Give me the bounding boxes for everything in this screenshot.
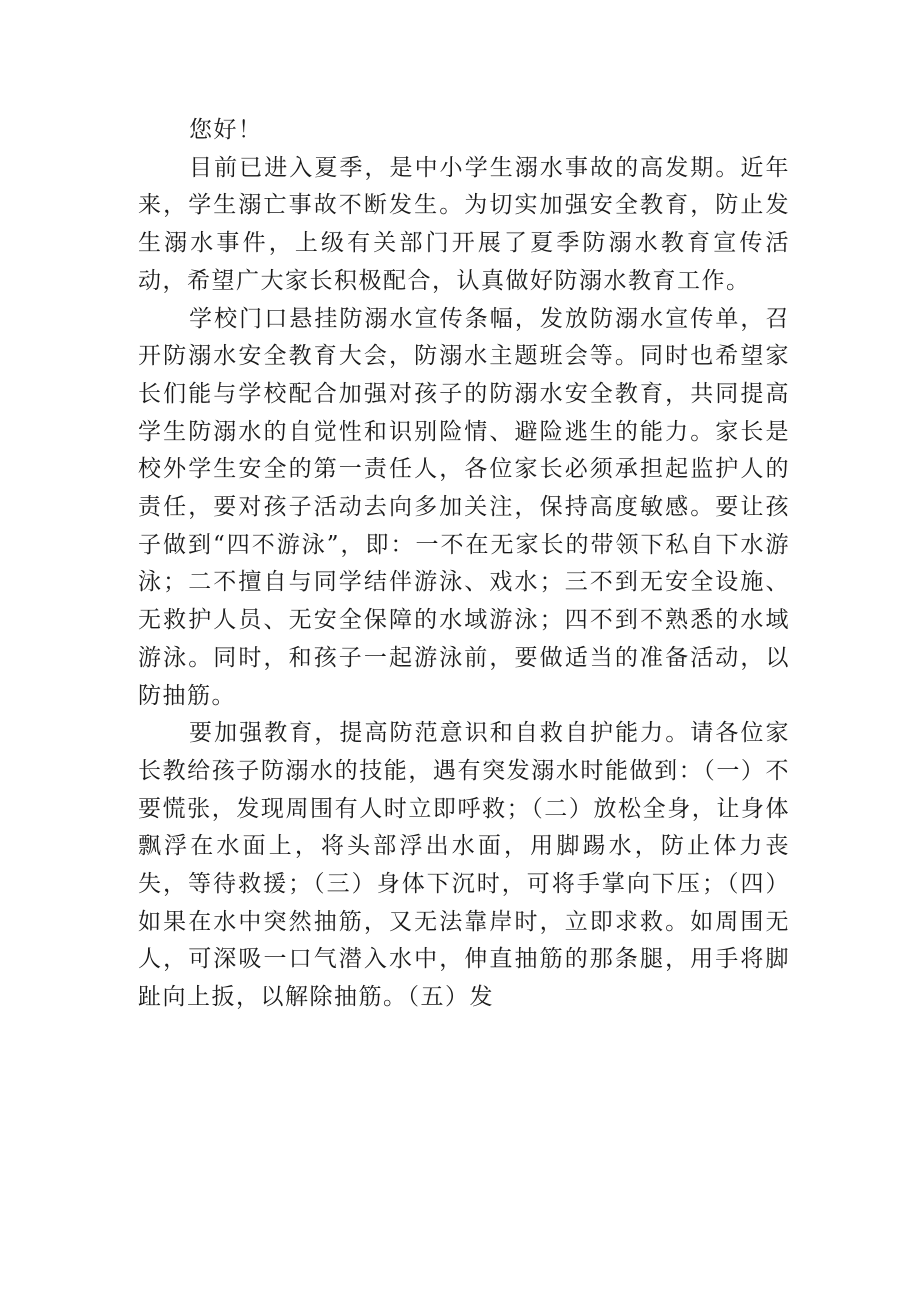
paragraph-summer-drowning-risk: 目前已进入夏季，是中小学生溺水事故的高发期。近年来，学生溺亡事故不断发生。为切实加强安全教育，防止发生溺水事件，上级有关部门开展了夏季防溺水教育宣传活动，希望广大家长积极配合，认真做好防溺水教育工作。	[138, 154, 790, 294]
greeting: 您好！	[189, 117, 263, 143]
letter-body	[138, 112, 790, 1017]
paragraph-school-measures: 学校门口悬挂防溺水宣传条幅，发放防溺水宣传单，召开防溺水安全教育大会，防溺水主题班会等。同时也希望家长们能与学校配合加强对孩子的防溺水安全教育，共同提高学生防溺水的自觉性和识别险情、避险逃生的能力。家长是校外学生安全的第一责任人，各位家长必须承担起监护人的责任，要对孩子活动去向多加关注，保持高度敏感。要让孩子做到“四不游泳”，即：一不在无家长的带领下私自下水游泳；二不擅自与同学结伴游泳、戏水；三不到无安全设施、无救护人员、无安全保障的水域游泳；四不到不熟悉的水域游泳。同时，和孩子一起游泳前，要做适当的准备活动，以防抽筋。	[138, 305, 790, 709]
paragraph-self-rescue-skills: 要加强教育，提高防范意识和自救自护能力。请各位家长教给孩子防溺水的技能，遇有突发溺水时能做到：（一）不要慌张，发现周围有人时立即呼救；（二）放松全身，让身体飘浮在水面上，将头部浮出水面，用脚踢水，防止体力丧失，等待救援；（三）身体下沉时，可将手掌向下压；（四）如果在水中突然抽筋，又无法靠岸时，立即求救。如周围无人，可深吸一口气潜入水中，伸直抽筋的那条腿，用手将脚趾向上扳，以解除抽筋。（五）发	[138, 720, 790, 1011]
